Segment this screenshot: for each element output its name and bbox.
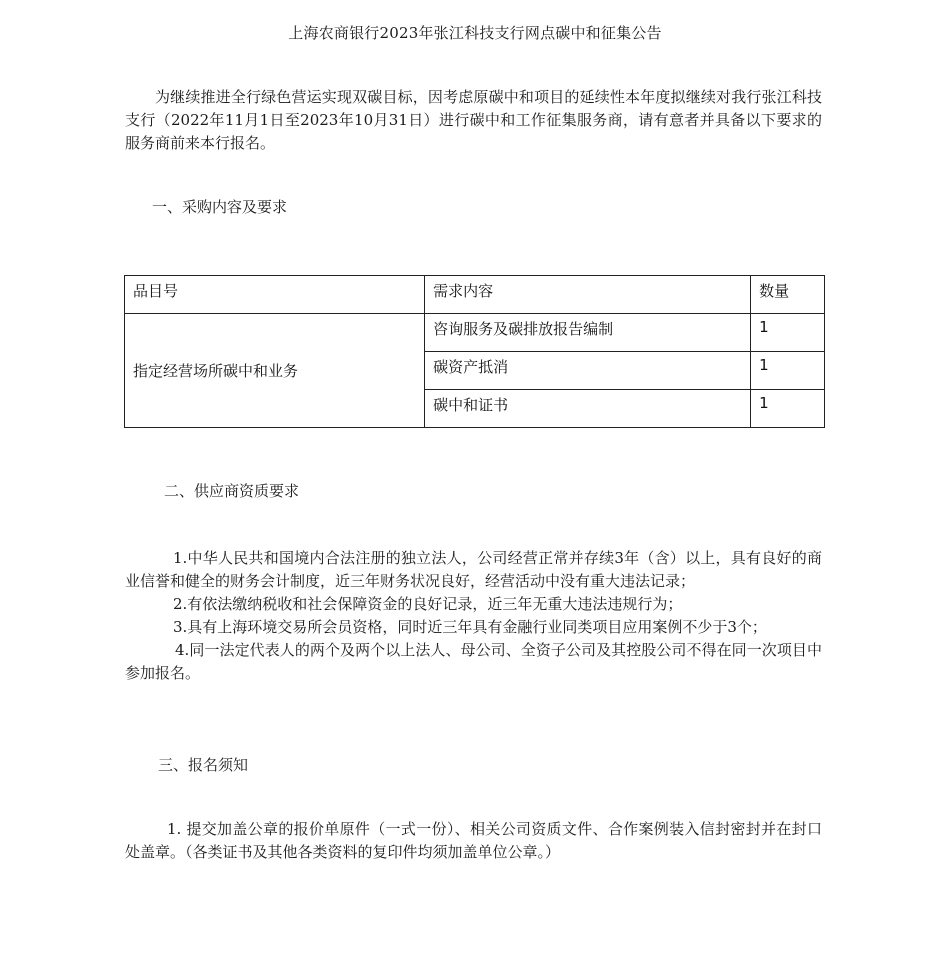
header-item-number: 品目号 [125,276,425,314]
section-1-heading: 一、采购内容及要求 [152,198,288,216]
table-cell-qty: 1 [751,352,825,390]
registration-notice-item: 1. 提交加盖公章的报价单原件（一式一份）、相关公司资质文件、合作案例装入信封密封并在封口处盖章。（各类证书及其他各类资料的复印件均须加盖单位公章。） [125,820,822,861]
qualification-item: 1.中华人民共和国境内合法注册的独立法人，公司经营正常并存续3年（含）以上，具有良好的商业信誉和健全的财务会计制度，近三年财务状况良好，经营活动中没有重大违法记录； [125,549,822,590]
table-header-row [125,276,825,314]
section-3-heading: 三、报名须知 [158,756,249,774]
qualification-list [125,547,822,685]
header-quantity: 数量 [751,276,825,314]
table-cell-item: 指定经营场所碳中和业务 [125,314,425,428]
table-cell-content: 咨询服务及碳排放报告编制 [425,314,751,352]
qualification-item: 2.有依法缴纳税收和社会保障资金的良好记录，近三年无重大违法违规行为； [173,595,683,613]
intro-paragraph: 为继续推进全行绿色营运实现双碳目标，因考虑原碳中和项目的延续性本年度拟继续对我行张江科技支行（2022年11月1日至2023年10月31日）进行碳中和工作征集服务商，请有意者并具备以下要求的服务商前来本行报名。 [125,88,822,152]
qualification-item: 4.同一法定代表人的两个及两个以上法人、母公司、全资子公司及其控股公司不得在同一次项目中参加报名。 [125,641,822,682]
table-cell-content: 碳资产抵消 [425,352,751,390]
table-row [125,314,825,352]
table-cell-qty: 1 [751,314,825,352]
section-2-heading: 二、供应商资质要求 [164,482,300,500]
table-cell-qty: 1 [751,390,825,428]
procurement-table [124,275,825,428]
table-cell-content: 碳中和证书 [425,390,751,428]
document-title: 上海农商银行2023年张江科技支行网点碳中和征集公告 [288,24,662,42]
qualification-item: 3.具有上海环境交易所会员资格，同时近三年具有金融行业同类项目应用案例不少于3个； [173,618,767,636]
header-requirement: 需求内容 [425,276,751,314]
